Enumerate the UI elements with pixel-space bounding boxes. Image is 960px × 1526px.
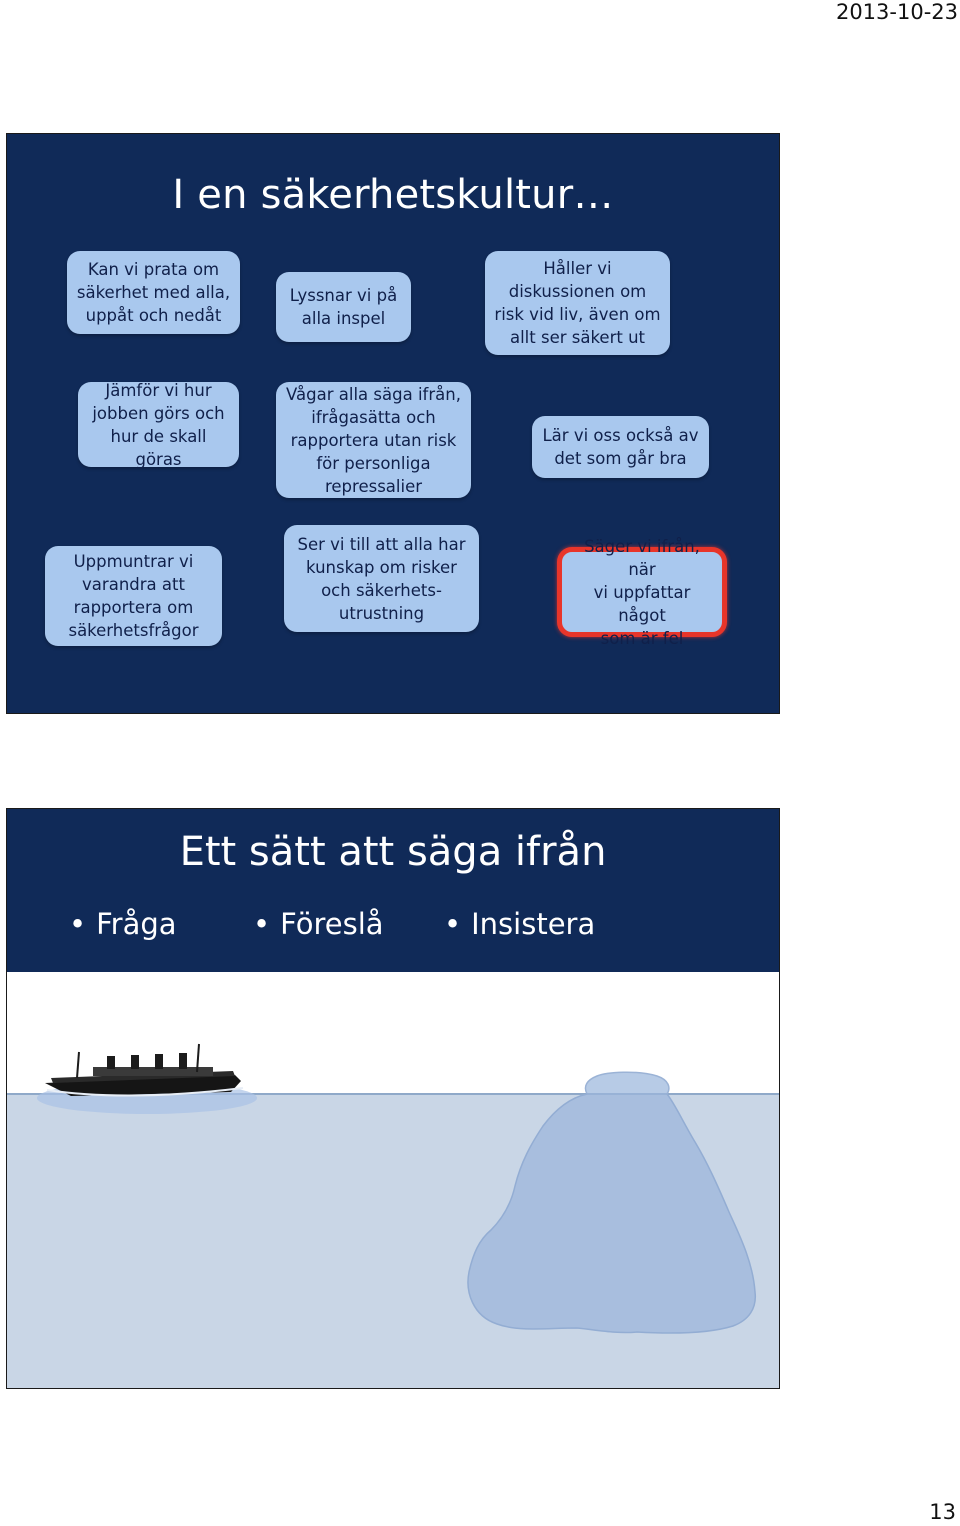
question-box-listen: Lyssnar vi på alla inspel <box>276 272 411 342</box>
slide-title: I en säkerhetskultur… <box>172 172 614 218</box>
question-box-encourage-reporting: Uppmuntrar vi varandra att rapportera om säkerhetsfrågor <box>45 546 222 646</box>
page-number: 13 <box>929 1500 956 1524</box>
question-box-knowledge-risks: Ser vi till att alla har kunskap om risker och säkerhets- utrustning <box>284 525 479 632</box>
bullet-insistera: • Insistera <box>444 907 596 941</box>
slide-title: Ett sätt att säga ifrån <box>179 829 607 875</box>
question-box-learn-success: Lär vi oss också av det som går bra <box>532 416 709 478</box>
bullet-fraga: • Fråga <box>69 907 177 941</box>
bullet-foresla: • Föreslå <box>253 907 384 941</box>
document-date: 2013-10-23 <box>835 0 958 24</box>
question-box-talk-safety: Kan vi prata om säkerhet med alla, uppåt och nedåt <box>67 251 240 334</box>
iceberg-scene <box>7 972 779 1388</box>
question-box-compare-work: Jämför vi hur jobben görs och hur de skall göras <box>78 382 239 467</box>
question-box-dare-speak-up: Vågar alla säga ifrån, ifrågasätta och rapportera utan risk för personliga repressalier <box>276 382 471 498</box>
slide-safety-culture <box>6 133 780 714</box>
slide-way-to-speak-up <box>6 808 780 1389</box>
question-box-keep-discussion: Håller vi diskussionen om risk vid liv, även om allt ser säkert ut <box>485 251 670 355</box>
question-box-say-no-highlighted: Säger vi ifrån, när vi uppfattar något som är fel <box>557 547 727 637</box>
